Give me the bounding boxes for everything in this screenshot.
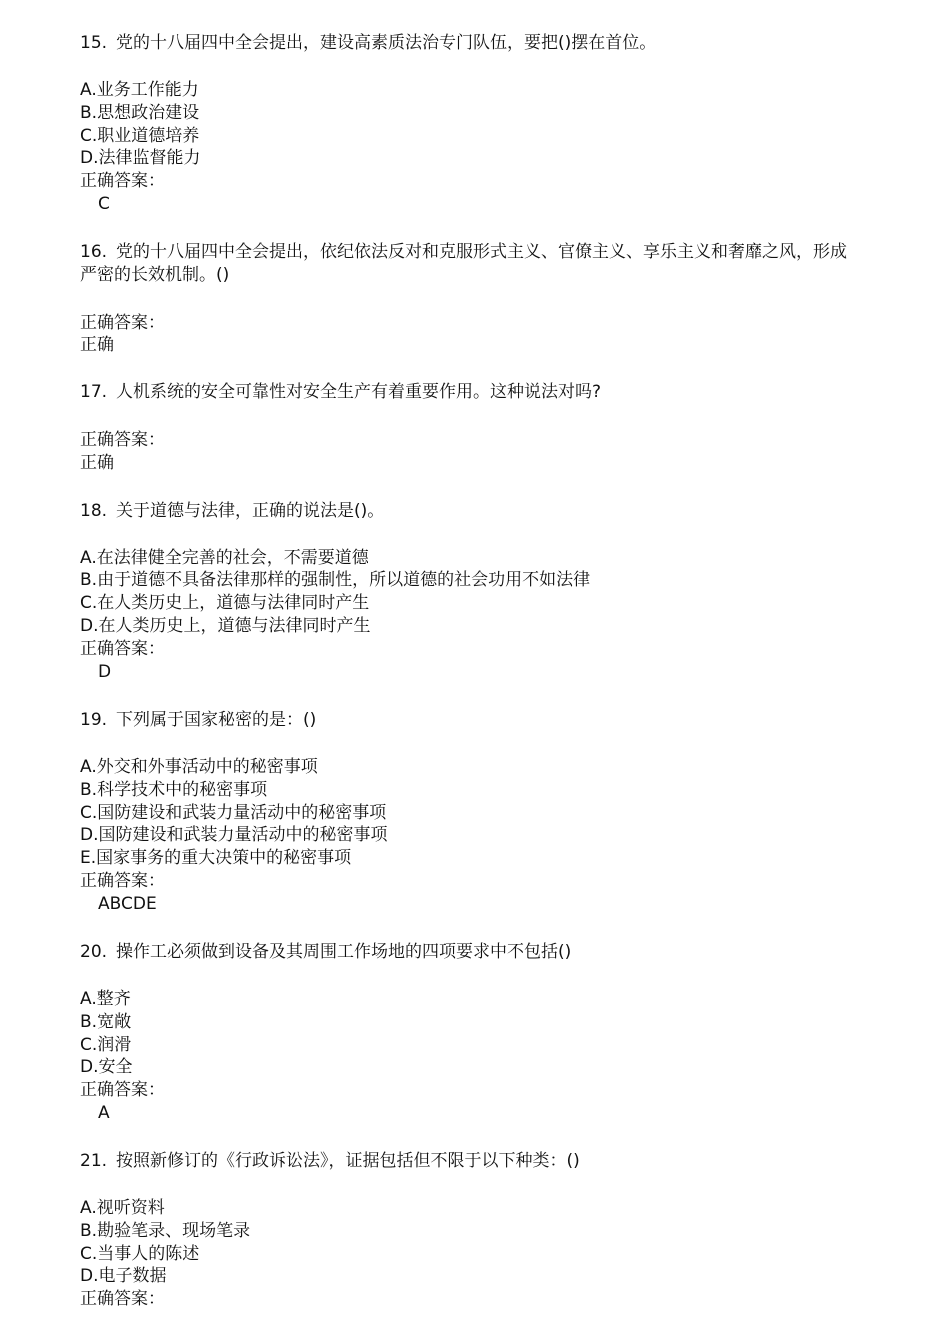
question-text: 按照新修订的《行政诉讼法》，证据包括但不限于以下种类：() xyxy=(116,1151,580,1171)
answer-label: 正确答案： xyxy=(80,171,165,191)
question-text: 操作工必须做到设备及其周围工作场地的四项要求中不包括() xyxy=(116,942,572,962)
question-20-title xyxy=(80,941,571,963)
question-number: 17. xyxy=(80,382,108,402)
question-number: 21. xyxy=(80,1151,108,1171)
option-e: E.国家事务的重大决策中的秘密事项 xyxy=(80,848,352,868)
question-19-title xyxy=(80,709,316,731)
answer-value: D xyxy=(98,662,112,682)
question-number: 16. xyxy=(80,242,108,262)
option-b: B.由于道德不具备法律那样的强制性，所以道德的社会功用不如法律 xyxy=(80,570,591,590)
option-a: A.视听资料 xyxy=(80,1198,165,1218)
option-d: D.电子数据 xyxy=(80,1266,167,1286)
option-b: B.宽敞 xyxy=(80,1012,132,1032)
question-text: 下列属于国家秘密的是：() xyxy=(116,710,317,730)
question-16-title xyxy=(80,241,847,263)
option-c: C.国防建设和武装力量活动中的秘密事项 xyxy=(80,803,387,823)
answer-label: 正确答案： xyxy=(80,1080,165,1100)
question-text: 党的十八届四中全会提出，建设高素质法治专门队伍，要把()摆在首位。 xyxy=(116,33,657,53)
question-text: 党的十八届四中全会提出，依纪依法反对和克服形式主义、官僚主义、享乐主义和奢靡之风，形成 xyxy=(116,242,847,262)
option-b: B.科学技术中的秘密事项 xyxy=(80,780,268,800)
option-a: A.外交和外事活动中的秘密事项 xyxy=(80,757,318,777)
answer-value: 正确 xyxy=(80,335,114,355)
answer-value: 正确 xyxy=(80,453,114,473)
question-text: 人机系统的安全可靠性对安全生产有着重要作用。这种说法对吗? xyxy=(116,382,602,402)
option-a: A.在法律健全完善的社会，不需要道德 xyxy=(80,548,369,568)
question-18-title xyxy=(80,500,384,522)
option-c: C.润滑 xyxy=(80,1035,132,1055)
option-b: B.勘验笔录、现场笔录 xyxy=(80,1221,251,1241)
option-a: A.整齐 xyxy=(80,989,131,1009)
option-c: C.职业道德培养 xyxy=(80,126,200,146)
option-d: D.在人类历史上，道德与法律同时产生 xyxy=(80,616,371,636)
answer-label: 正确答案： xyxy=(80,871,165,891)
option-a: A.业务工作能力 xyxy=(80,80,199,100)
question-21-title xyxy=(80,1150,580,1172)
question-number: 20. xyxy=(80,942,108,962)
answer-label: 正确答案： xyxy=(80,430,165,450)
answer-value: C xyxy=(98,194,110,214)
answer-label: 正确答案： xyxy=(80,313,165,333)
answer-label: 正确答案： xyxy=(80,1289,165,1309)
question-15-title xyxy=(80,32,656,54)
question-text-continued: 严密的长效机制。() xyxy=(80,265,230,285)
option-d: D.安全 xyxy=(80,1057,133,1077)
option-d: D.法律监督能力 xyxy=(80,148,201,168)
question-text: 关于道德与法律，正确的说法是()。 xyxy=(116,501,385,521)
option-b: B.思想政治建设 xyxy=(80,103,200,123)
question-number: 19. xyxy=(80,710,108,730)
question-number: 18. xyxy=(80,501,108,521)
option-c: C.在人类历史上，道德与法律同时产生 xyxy=(80,593,370,613)
answer-label: 正确答案： xyxy=(80,639,165,659)
answer-value: ABCDE xyxy=(98,894,157,914)
question-number: 15. xyxy=(80,33,108,53)
option-d: D.国防建设和武装力量活动中的秘密事项 xyxy=(80,825,388,845)
answer-value: A xyxy=(98,1103,110,1123)
option-c: C.当事人的陈述 xyxy=(80,1244,200,1264)
question-17-title xyxy=(80,381,601,403)
